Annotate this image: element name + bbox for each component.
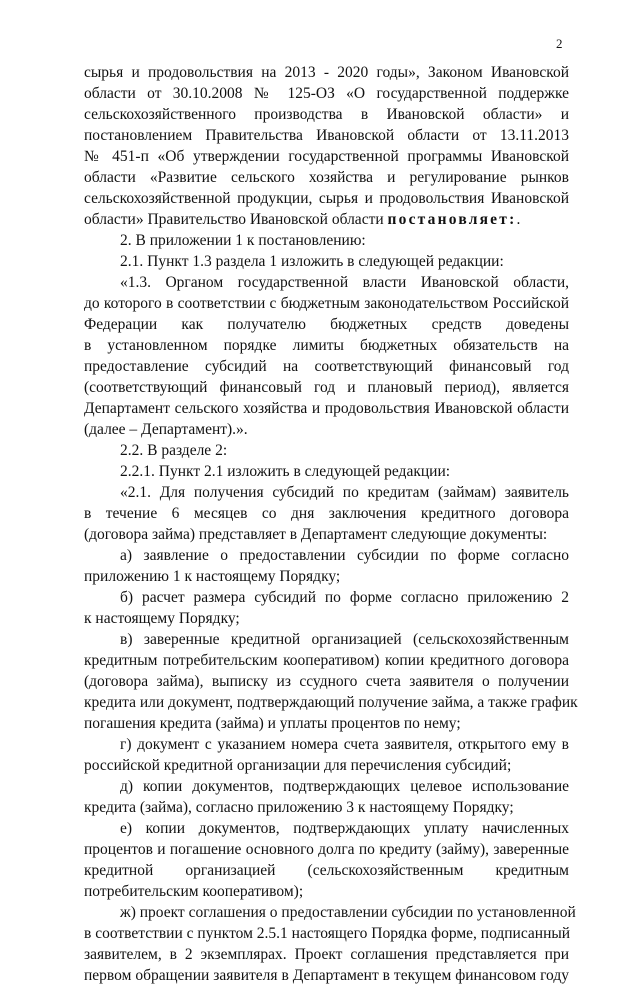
text-line xyxy=(84,293,569,314)
line-text: заявителем, в 2 экземплярах. Проект соглашения представляется при xyxy=(84,946,569,963)
line-text: в) заверенные кредитной организацией (сельскохозяйственным xyxy=(120,631,569,648)
line-tail: . xyxy=(516,211,521,228)
text-line xyxy=(84,314,569,335)
line-text: приложению 1 к настоящему Порядку; xyxy=(84,568,341,585)
text-line xyxy=(84,398,569,419)
text-line xyxy=(84,671,569,692)
line-text: области «Развитие сельского хозяйства и регулирование рынков xyxy=(84,169,569,186)
line-text: 2.2.1. Пункт 2.1 изложить в следующей редакции: xyxy=(120,463,451,480)
text-line xyxy=(84,776,569,797)
line-text: области» Правительство Ивановской области xyxy=(84,211,388,228)
text-line xyxy=(84,587,569,608)
text-line xyxy=(84,713,569,734)
text-line xyxy=(84,62,569,83)
line-text: сельскохозяйственного производства в Ивановской области» и xyxy=(84,106,569,123)
text-line xyxy=(84,566,569,587)
text-line xyxy=(84,965,569,986)
line-text: б) расчет размера субсидий по форме согласно приложению 2 xyxy=(120,589,569,606)
document-body xyxy=(84,62,578,986)
line-text: в течение 6 месяцев со дня заключения кредитного договора xyxy=(84,505,569,522)
line-text: (соответствующий финансовый год и плановый период), является xyxy=(84,379,569,396)
line-text: (договора займа), выписку из ссудного счета заявителя о получении xyxy=(84,673,569,690)
line-text: области от 30.10.2008 № 125-ОЗ «О государственной поддержке xyxy=(84,85,569,102)
line-text: в установленном порядке лимиты бюджетных обязательств на xyxy=(84,337,569,354)
line-text: «1.3. Органом государственной власти Ивановской области, xyxy=(120,274,569,291)
text-line xyxy=(84,692,578,713)
line-text: сельскохозяйственной продукции, сырья и продовольствия Ивановской xyxy=(84,190,569,207)
text-line xyxy=(84,356,569,377)
line-text: кредитным потребительским кооперативом) копии кредитного договора xyxy=(84,652,569,669)
text-line xyxy=(84,839,569,860)
text-line xyxy=(84,881,569,902)
text-line xyxy=(84,629,569,650)
line-text: Федерации как получателю бюджетных средств доведены xyxy=(84,316,569,333)
text-line xyxy=(84,503,569,524)
text-line xyxy=(84,83,569,104)
text-line xyxy=(84,125,569,146)
text-line xyxy=(84,251,569,272)
text-line xyxy=(84,104,569,125)
line-text: ж) проект соглашения о предоставлении субсидии по установленной xyxy=(120,904,576,921)
text-line xyxy=(84,209,569,230)
line-text: процентов и погашение основного долга по кредиту (займу), заверенные xyxy=(84,841,569,858)
text-line xyxy=(84,272,569,293)
text-line xyxy=(84,944,569,965)
line-text: предоставление субсидий на соответствующий финансовый год xyxy=(84,358,569,375)
text-line xyxy=(84,860,569,881)
line-text: кредита (займа), согласно приложению 3 к настоящему Порядку; xyxy=(84,799,514,816)
line-text: № 451-п «Об утверждении государственной программы Ивановской xyxy=(84,148,569,165)
text-line xyxy=(84,188,569,209)
text-line xyxy=(84,482,569,503)
line-text: до которого в соответствии с бюджетным законодательством Российской xyxy=(84,295,569,312)
line-text: в соответствии с пунктом 2.5.1 настоящего Порядка форме, подписанный xyxy=(84,925,571,942)
line-text: кредитной организацией (сельскохозяйственным кредитным xyxy=(84,862,569,879)
text-line xyxy=(84,902,576,923)
text-line xyxy=(84,524,569,545)
text-line xyxy=(84,419,569,440)
line-text: 2.1. Пункт 1.3 раздела 1 изложить в следующей редакции: xyxy=(120,253,504,270)
page-number: 2 xyxy=(556,36,563,51)
line-text: погашения кредита (займа) и уплаты процентов по нему; xyxy=(84,715,461,732)
text-line xyxy=(84,230,569,251)
line-text: сырья и продовольствия на 2013 - 2020 годы», Законом Ивановской xyxy=(84,64,569,81)
text-line xyxy=(84,797,569,818)
text-line xyxy=(84,545,569,566)
text-line xyxy=(84,335,569,356)
text-line xyxy=(84,146,569,167)
line-text: а) заявление о предоставлении субсидии по форме согласно xyxy=(120,547,569,564)
line-text: е) копии документов, подтверждающих уплату начисленных xyxy=(120,820,569,837)
line-text: первом обращении заявителя в Департамент в текущем финансовом году xyxy=(84,967,569,984)
text-line xyxy=(84,650,569,671)
line-text: Департамент сельского хозяйства и продовольствия Ивановской области xyxy=(84,400,569,417)
text-line xyxy=(84,734,569,755)
line-text: «2.1. Для получения субсидий по кредитам (займам) заявитель xyxy=(120,484,569,501)
text-line xyxy=(84,461,569,482)
line-text: потребительским кооперативом); xyxy=(84,883,304,900)
line-text: (договора займа) представляет в Департамент следующие документы: xyxy=(84,526,548,543)
line-text: кредита или документ, подтверждающий получение займа, а также график xyxy=(84,694,578,711)
line-text: г) документ с указанием номера счета заявителя, открытого ему в xyxy=(120,736,569,753)
resolution-keyword: постановляет: xyxy=(387,211,517,228)
line-text: российской кредитной организации для перечисления субсидий; xyxy=(84,757,512,774)
text-line xyxy=(84,440,569,461)
line-text: постановлением Правительства Ивановской области от 13.11.2013 xyxy=(84,127,569,144)
line-text: 2.2. В разделе 2: xyxy=(120,442,228,459)
line-text: д) копии документов, подтверждающих целевое использование xyxy=(120,778,569,795)
line-text: к настоящему Порядку; xyxy=(84,610,240,627)
text-line xyxy=(84,377,569,398)
text-line xyxy=(84,167,569,188)
line-text: 2. В приложении 1 к постановлению: xyxy=(120,232,366,249)
text-line xyxy=(84,608,569,629)
text-line xyxy=(84,818,569,839)
line-text: (далее – Департамент).». xyxy=(84,421,248,438)
text-line xyxy=(84,755,569,776)
text-line xyxy=(84,923,569,944)
